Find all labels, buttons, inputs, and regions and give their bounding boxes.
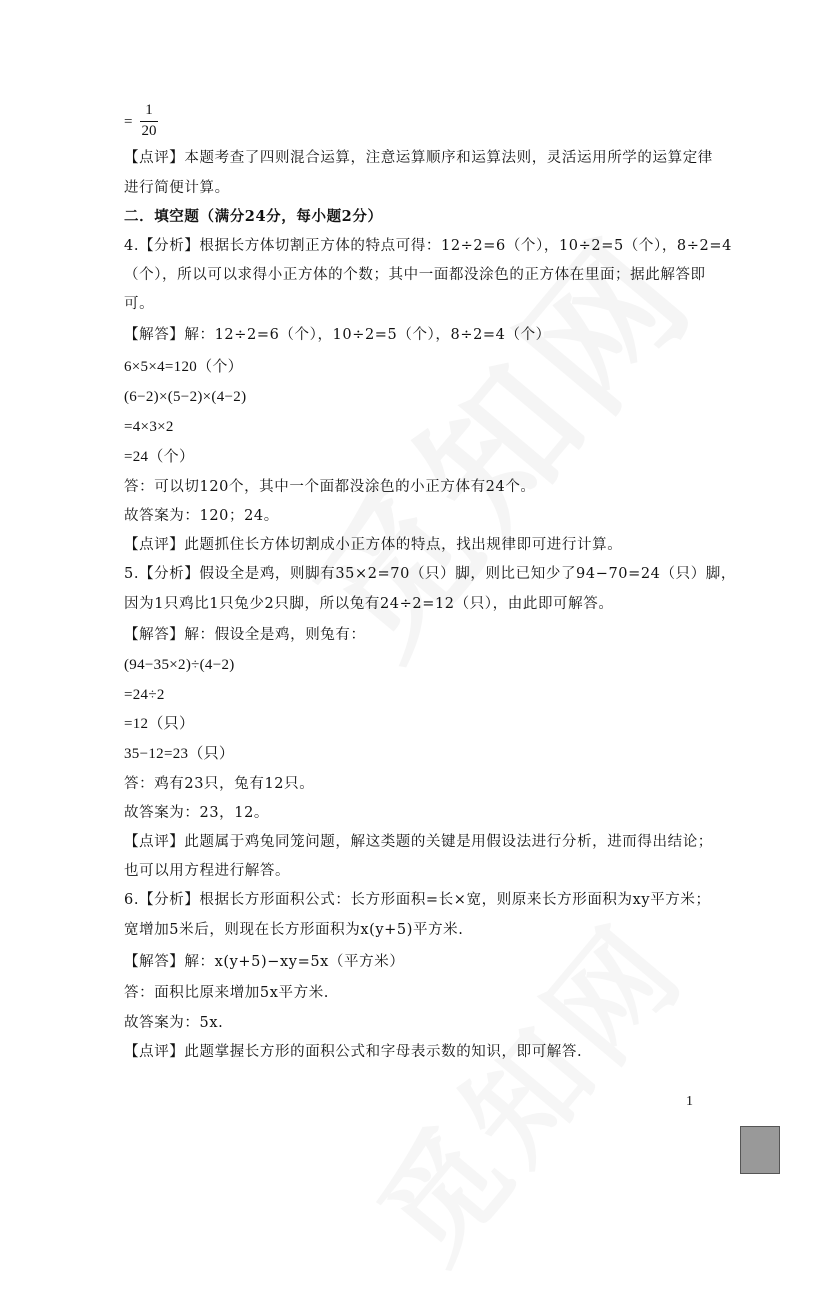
math-line: 35−12=23（只） (124, 746, 235, 762)
text-line: 【解答】解：x(y+5)−xy=5x（平方米） (124, 954, 405, 970)
math-line: =12（只） (124, 716, 195, 732)
text-line: 【解答】解：12÷2=6（个），10÷2=5（个），8÷2=4（个） (124, 327, 551, 343)
math-line: =24÷2 (124, 687, 165, 703)
text-line: 【点评】此题抓住长方体切割成小正方体的特点，找出规律即可进行计算。 (124, 537, 623, 553)
text-line: （个），所以可以求得小正方体的个数；其中一面都没涂色的正方体在里面；据此解答即 (124, 267, 706, 283)
fraction-denominator: 20 (141, 123, 157, 139)
text-line: 故答案为：23，12。 (124, 805, 270, 821)
text-line: 也可以用方程进行解答。 (124, 863, 291, 879)
math-line: =4×3×2 (124, 419, 174, 435)
text-line: 答：面积比原来增加5x平方米. (124, 985, 330, 1001)
watermark-lower (334, 881, 716, 1290)
text-line: 可。 (124, 296, 155, 312)
math-line: (6−2)×(5−2)×(4−2) (124, 389, 247, 405)
text-line: 答：可以切120个，其中一个面都没涂色的小正方体有24个。 (124, 479, 536, 495)
math-line: 6×5×4=120（个） (124, 359, 243, 375)
text-line: 进行简便计算。 (124, 180, 230, 196)
text-line: 【解答】解：假设全是鸡，则兔有： (124, 627, 366, 643)
text-line: 宽增加5米后，则现在长方形面积为x(y+5)平方米. (124, 922, 464, 938)
text-line: 4.【分析】根据长方体切割正方体的特点可得：12÷2=6（个），10÷2=5（个），8÷2=4 (124, 238, 732, 254)
text-line: 5.【分析】假设全是鸡，则脚有35×2=70（只）脚，则比已知少了94−70=24（只）脚， (124, 566, 737, 582)
watermark (258, 185, 732, 692)
text-line: 因为1只鸡比1只兔少2只脚，所以兔有24÷2=12（只），由此即可解答。 (124, 596, 614, 612)
corner-block (740, 1126, 780, 1174)
text-line: 【点评】本题考查了四则混合运算，注意运算顺序和运算法则，灵活运用所学的运算定律 (124, 150, 713, 166)
section-heading: 二．填空题（满分24分，每小题2分） (124, 208, 383, 225)
text-line: 故答案为：5x. (124, 1015, 224, 1031)
text-line: 答：鸡有23只，兔有12只。 (124, 776, 315, 792)
math-line: =24（个） (124, 449, 195, 465)
text-line: 【点评】此题属于鸡兔同笼问题，解这类题的关键是用假设法进行分析，进而得出结论； (124, 834, 713, 850)
text-line: 6.【分析】根据长方形面积公式：长方形面积=长×宽，则原来长方形面积为xy平方米； (124, 892, 711, 908)
page-number: 1 (686, 1094, 693, 1109)
text-line: 故答案为：120；24。 (124, 508, 279, 524)
equals-sign: = (124, 114, 133, 130)
fraction-numerator: 1 (145, 102, 153, 118)
text-line: 【点评】此题掌握长方形的面积公式和字母表示数的知识，即可解答. (124, 1044, 583, 1060)
fraction-bar (140, 121, 158, 122)
math-line: (94−35×2)÷(4−2) (124, 657, 235, 673)
